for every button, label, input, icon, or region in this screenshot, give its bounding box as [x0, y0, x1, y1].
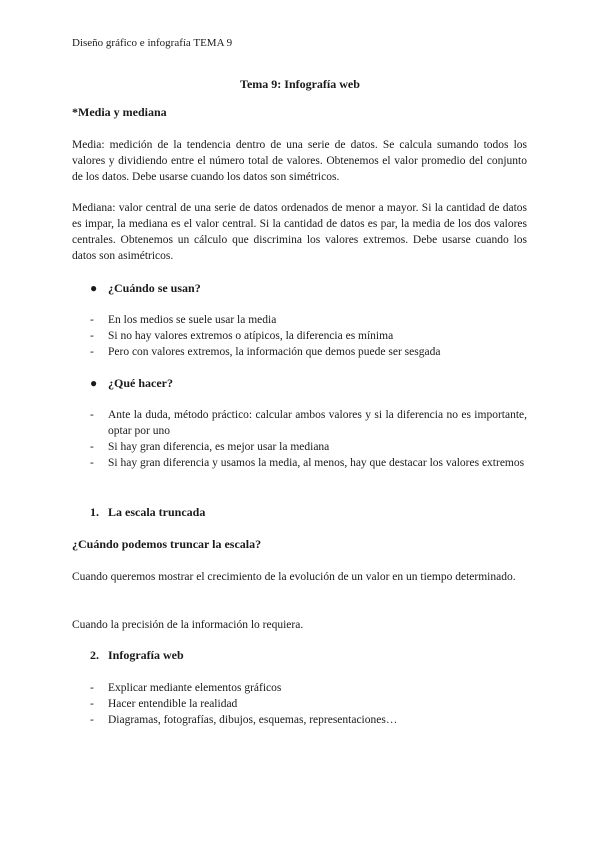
dash-marker: -: [90, 441, 94, 453]
paragraph-escala-1: Cuando queremos mostrar el crecimiento de la evolución de un valor en un tiempo determinado.: [72, 571, 516, 583]
list-item-text: Si hay gran diferencia, es mejor usar la mediana: [108, 441, 330, 453]
list-cuando: [90, 312, 527, 360]
section-number: 2.: [90, 648, 99, 662]
bullet-heading-que: [90, 376, 173, 391]
list-item: [90, 680, 527, 696]
dash-marker: -: [90, 314, 94, 326]
list-item: [90, 712, 527, 728]
dash-marker: -: [90, 330, 94, 342]
section-heading-label: La escala truncada: [108, 505, 206, 519]
dash-marker: -: [90, 714, 94, 726]
section-heading-media: *Media y mediana: [72, 105, 167, 119]
bullet-heading-cuando: [90, 281, 201, 296]
dash-marker: -: [90, 457, 94, 469]
list-infografia: [90, 680, 527, 728]
list-item-text: Si hay gran diferencia y usamos la media, al menos, hay que destacar los valores extremos: [108, 457, 525, 469]
list-item-text: Pero con valores extremos, la información que demos puede ser sesgada: [108, 346, 441, 358]
dash-marker: -: [90, 698, 94, 710]
list-que: [90, 407, 527, 471]
bullet-heading-label: ¿Qué hacer?: [108, 376, 173, 390]
list-item-text: Explicar mediante elementos gráficos: [108, 682, 282, 694]
list-item: [90, 439, 527, 455]
list-item: [90, 312, 527, 328]
section-heading-escala: [90, 505, 205, 520]
question-heading: ¿Cuándo podemos truncar la escala?: [72, 537, 262, 551]
document-title: Tema 9: Infografía web: [240, 77, 360, 91]
bullet-dot: ●: [90, 376, 98, 390]
list-item: [90, 344, 527, 360]
section-number: 1.: [90, 505, 99, 519]
list-item-text: Hacer entendible la realidad: [108, 698, 238, 710]
list-item: [90, 407, 527, 439]
list-item: [90, 455, 527, 471]
list-item-text: Si no hay valores extremos o atípicos, la diferencia es mínima: [108, 330, 394, 342]
list-item: [90, 696, 527, 712]
paragraph-mediana: Mediana: valor central de una serie de datos ordenados de menor a mayor. Si la cantidad de datos es impar, la mediana es el valor central. Si la cantidad de datos es par, la media de los dos valores centrales. Obtenemos un cálculo que discrimina los valores extremos. Debe usarse cuando los datos son asimétricos.: [72, 202, 527, 262]
section-heading-infografia: [90, 648, 184, 663]
list-item: [90, 328, 527, 344]
list-item-text: Ante la duda, método práctico: calcular ambos valores y si la diferencia no es importante, optar por uno: [108, 409, 527, 437]
section-heading-label: Infografía web: [108, 648, 184, 662]
bullet-dot: ●: [90, 281, 98, 295]
page-header: Diseño gráfico e infografía TEMA 9: [72, 37, 233, 49]
dash-marker: -: [90, 682, 94, 694]
dash-marker: -: [90, 346, 94, 358]
paragraph-media: Media: medición de la tendencia dentro de una serie de datos. Se calcula sumando todos los valores y dividiendo entre el número total de valores. Obtenemos el valor promedio del conjunto de los datos. Debe usarse cuando los datos son simétricos.: [72, 139, 527, 183]
list-item-text: Diagramas, fotografías, dibujos, esquemas, representaciones…: [108, 714, 398, 726]
dash-marker: -: [90, 409, 94, 421]
list-item-text: En los medios se suele usar la media: [108, 314, 277, 326]
paragraph-escala-2: Cuando la precisión de la información lo requiera.: [72, 619, 304, 631]
bullet-heading-label: ¿Cuándo se usan?: [108, 281, 201, 295]
